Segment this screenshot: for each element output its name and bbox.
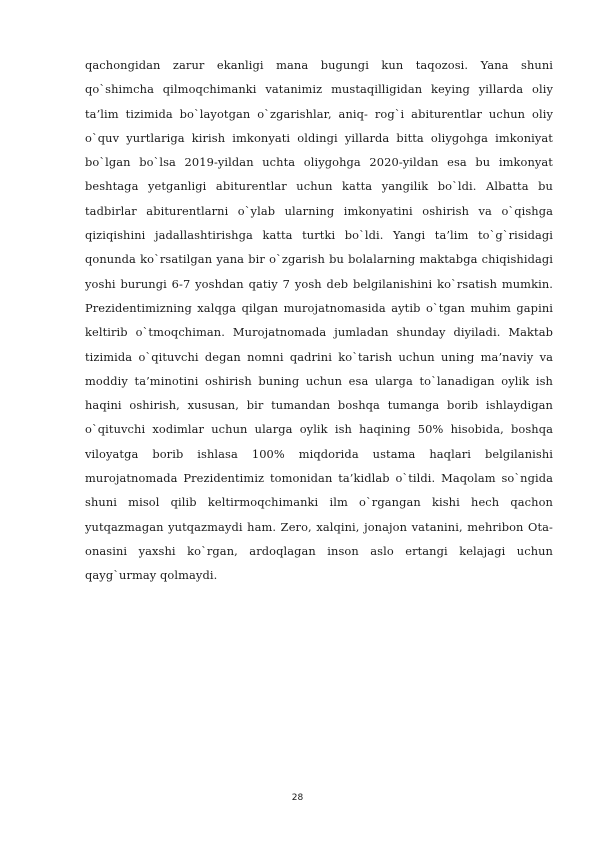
page-number: 28 xyxy=(291,793,304,803)
body-paragraph: qachongidan zarur ekanligi mana bugungi kun taqozosi. Yana shuni qo`shimcha qilmoqchimanki vatanimiz mustaqilligidan keying yillarda oliy ta’lim tizimida bo`layotgan o`zgarishlar, aniq- rog`i abiturentlar uchun oliy o`quv yurtlariga kirish imkonyati oldingi yillarda bitta oliygohga imkoniyat bo`lgan bo`lsa 2019-yildan uchta oliygohga 2020-yildan esa bu imkonyat beshtaga yetganligi abiturentlar uchun katta yangilik bo`ldi. Albatta bu tadbirlar abiturentlarni o`ylab ularning imkonyatini oshirish va o`qishga qiziqishini jadallashtirishga katta turtki bo`ldi. Yangi ta’lim to`g`risidagi qonunda ko`rsatilgan yana bir o`zgarish bu bolalarning maktabga chiqishidagi yoshi burungi 6-7 yoshdan qatiy 7 yosh deb belgilanishini ko`rsatish mumkin. Prezidentimizning xalqga qilgan murojatnomasida aytib o`tgan muhim gapini keltirib o`tmoqchiman. Murojatnomada jumladan shunday diyiladi. Maktab tizimida o`qituvchi degan nomni qadrini ko`tarish uchun uning ma’naviy va moddiy ta’minotini oshirish buning uchun esa ularga to`lanadigan oylik ish haqini oshirish, xususan, bir tumandan boshqa tumanga borib ishlaydigan o`qituvchi xodimlar uchun ularga oylik ish haqining 50% hisobida, boshqa viloyatga borib ishlasa 100% miqdorida ustama haqlari belgilanishi murojatnomada Prezidentimiz tomonidan ta’kidlab o`tildi. Maqolam so`ngida shuni misol qilib keltirmoqchimanki ilm o`rgangan kishi hech qachon yutqazmagan yutqazmaydi ham. Zero, xalqini, jonajon vatanini, mehribon Ota-onasini yaxshi ko`rgan, ardoqlagan inson aslo ertangi kelajagi uchun qayg`urmay qolmaydi. xyxy=(85,58,553,583)
